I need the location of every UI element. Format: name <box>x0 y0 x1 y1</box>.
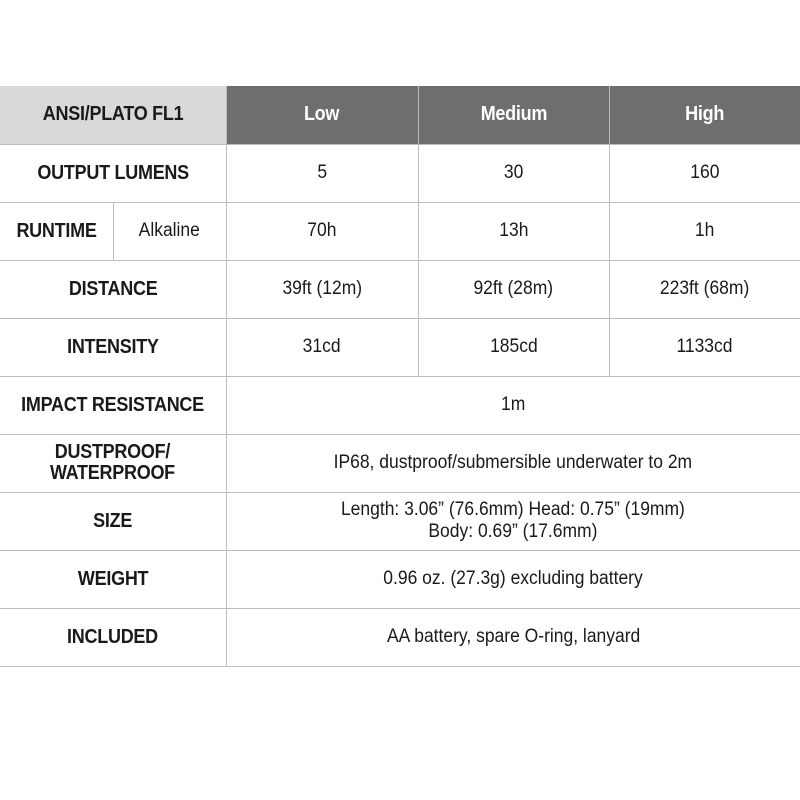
row-label: INCLUDED <box>67 625 159 648</box>
mode-header-low <box>226 86 418 144</box>
value-cell <box>226 608 800 666</box>
row-label-cell <box>0 202 113 260</box>
row-label: DISTANCE <box>68 277 158 300</box>
value: 39ft (12m) <box>282 278 362 300</box>
value-cell <box>226 202 418 260</box>
row-label-cell <box>0 434 226 492</box>
standard-header-cell <box>0 86 226 144</box>
value: 5 <box>317 162 327 184</box>
row-label-cell <box>0 492 226 550</box>
value: 31cd <box>303 336 341 358</box>
row-label-cell <box>0 144 226 202</box>
value-cell <box>226 144 418 202</box>
row-label-cell <box>0 376 226 434</box>
mode-label: High <box>685 103 725 126</box>
value-cell <box>226 492 800 550</box>
value-cell <box>226 260 418 318</box>
row-label: IMPACT RESISTANCE <box>21 393 205 416</box>
waterproof-row <box>0 434 800 492</box>
value: 1m <box>501 394 526 416</box>
value: 1133cd <box>676 336 733 358</box>
standard-header: ANSI/PLATO FL1 <box>42 103 184 126</box>
row-label: INTENSITY <box>66 335 159 358</box>
intensity-row <box>0 318 800 376</box>
value-cell <box>226 550 800 608</box>
row-label-cell <box>0 318 226 376</box>
row-sublabel-cell <box>113 202 226 260</box>
value: IP68, dustproof/submersible underwater to 2m <box>333 452 693 474</box>
row-label <box>50 442 175 484</box>
value-cell <box>609 260 800 318</box>
value: 185cd <box>489 336 538 358</box>
output-lumens-row <box>0 144 800 202</box>
row-label-cell <box>0 608 226 666</box>
value: 0.96 oz. (27.3g) excluding battery <box>383 568 643 590</box>
value-cell <box>418 144 609 202</box>
row-label-line: DUSTPROOF/ <box>55 441 171 463</box>
distance-row <box>0 260 800 318</box>
row-label: RUNTIME <box>16 219 97 242</box>
impact-resistance-row <box>0 376 800 434</box>
value: 160 <box>690 162 720 184</box>
value-cell <box>418 260 609 318</box>
value-cell <box>609 318 800 376</box>
value-cell <box>226 376 800 434</box>
row-label: OUTPUT LUMENS <box>36 161 189 184</box>
value-cell <box>226 434 800 492</box>
weight-row <box>0 550 800 608</box>
value: 13h <box>498 220 529 242</box>
value <box>341 499 685 543</box>
row-label: SIZE <box>93 509 133 532</box>
value: 30 <box>503 162 524 184</box>
size-row <box>0 492 800 550</box>
value: 92ft (28m) <box>473 278 554 300</box>
spec-table <box>0 86 800 667</box>
mode-label: Medium <box>480 103 547 126</box>
row-label-cell <box>0 550 226 608</box>
mode-header-high <box>609 86 800 144</box>
value-cell <box>418 202 609 260</box>
row-label-line: WATERPROOF <box>50 462 176 484</box>
value-line: Length: 3.06” (76.6mm) Head: 0.75” (19mm) <box>341 499 686 521</box>
mode-label: Low <box>304 103 340 126</box>
value-cell <box>609 144 800 202</box>
runtime-row <box>0 202 800 260</box>
included-row <box>0 608 800 666</box>
value-line: Body: 0.69” (17.6mm) <box>428 521 598 542</box>
value-cell <box>418 318 609 376</box>
value-cell <box>609 202 800 260</box>
value: 223ft (68m) <box>660 278 750 300</box>
value-cell <box>226 318 418 376</box>
value: 70h <box>307 220 337 242</box>
header-row <box>0 86 800 144</box>
value: 1h <box>695 220 715 242</box>
mode-header-medium <box>418 86 609 144</box>
row-sublabel: Alkaline <box>138 220 201 242</box>
row-label-cell <box>0 260 226 318</box>
row-label: WEIGHT <box>77 567 148 590</box>
value: AA battery, spare O-ring, lanyard <box>386 626 640 648</box>
